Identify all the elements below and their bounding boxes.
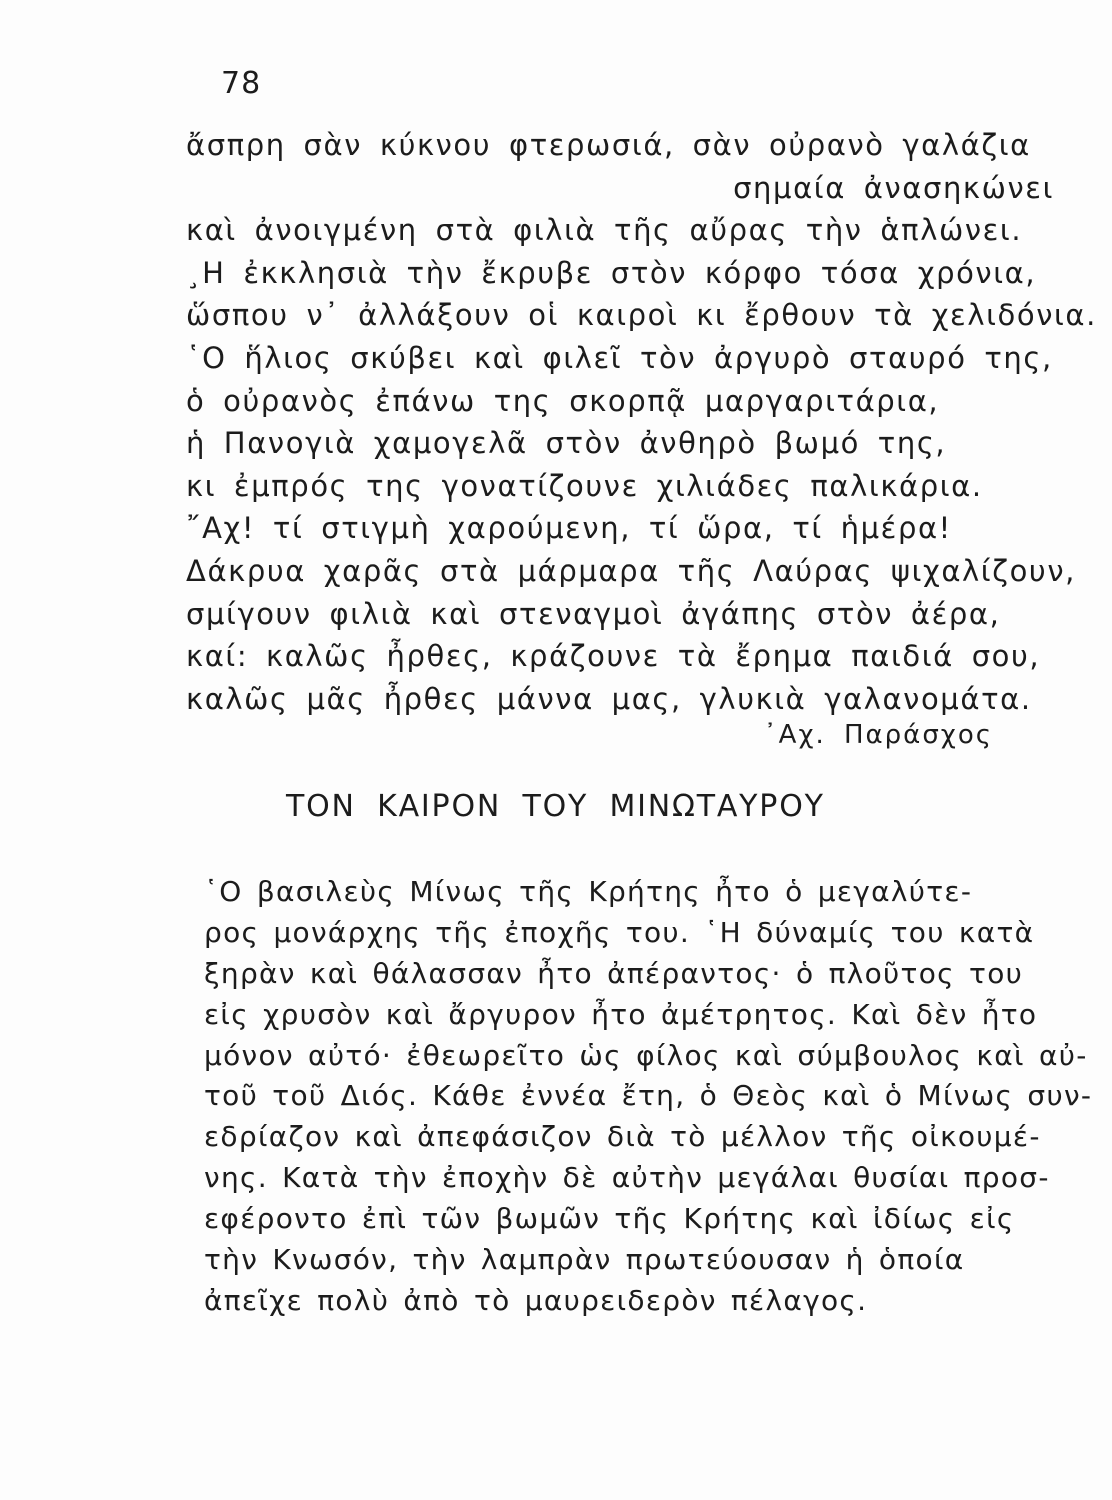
prose-line: τοῦ τοῦ Διός. Κάθε ἐννέα ἔτη, ὁ Θεὸς καὶ ὁ Μίνως συν- [204,1079,1093,1113]
prose-line: ξηρὰν καὶ θάλασσαν ἦτο ἀπέραντος· ὁ πλοῦτος του [204,956,1024,990]
prose-line: τὴν Κνωσόν, τὴν λαμπρὰν πρωτεύουσαν ἡ ὁποία [204,1243,965,1277]
prose-line: ρος μονάρχης τῆς ἐποχῆς του. ῾Η δύναμίς του κατὰ [204,915,1035,949]
prose-line: εδρίαζον καὶ ἀπεφάσιζον διὰ τὸ μέλλον τῆς οἰκουμέ- [204,1120,1041,1154]
poem-line: κι ἐμπρός της γονατίζουνε χιλιάδες παλικάρια. [186,468,983,503]
poem-line: ¸Η ἐκκλησιὰ τὴν ἔκρυβε στὸν κόρφο τόσα χρόνια, [186,255,1037,290]
poem-line: καὶ ἀνοιγμένη στὰ φιλιὰ τῆς αὔρας τὴν ἁπλώνει. [186,213,1023,248]
poem-line-continuation: σημαία ἀνασηκώνει [733,170,1054,205]
prose-line: ἀπεῖχε πολὺ ἀπὸ τὸ μαυρειδερὸν πέλαγος. [204,1283,868,1317]
poem-line: καλῶς μᾶς ἦρθες μάννα μας, γλυκιὰ γαλανομάτα. [186,681,1032,716]
prose-paragraph [204,872,1093,1322]
prose-line: εἰς χρυσὸν καὶ ἄργυρον ἦτο ἀμέτρητος. Καὶ δὲν ἦτο [204,997,1038,1031]
poem-line: Δάκρυα χαρᾶς στὰ μάρμαρα τῆς Λαύρας ψιχαλίζουν, [186,553,1076,588]
poem-line: ῾Ο ἥλιος σκύβει καὶ φιλεῖ τὸν ἀργυρὸ σταυρό της, [186,340,1053,375]
poem-line: ὥσπου ν᾽ ἀλλάξουν οἱ καιροὶ κι ἔρθουν τὰ χελιδόνια. [186,298,1097,333]
prose-line: μόνον αὐτό· ἐθεωρεῖτο ὡς φίλος καὶ σύμβουλος καὶ αὐ- [204,1038,1088,1072]
poem-line: ὁ οὐρανὸς ἐπάνω της σκορπᾷ μαργαριτάρια, [186,383,940,418]
poem-line: ἄσπρη σὰν κύκνου φτερωσιά, σὰν οὐρανὸ γαλάζια [186,128,1031,162]
poem-line: καί: καλῶς ἦρθες, κράζουνε τὰ ἔρημα παιδιά σου, [186,639,1041,674]
poem-line: ῎Αχ! τί στιγμὴ χαρούμενη, τί ὥρα, τί ἡμέρα! [186,511,952,546]
poem-line: ἡ Πανογιὰ χαμογελᾶ στὸν ἀνθηρὸ βωμό της, [186,426,947,461]
prose-line: ῾Ο βασιλεὺς Μίνως τῆς Κρήτης ἦτο ὁ μεγαλύτε- [204,875,973,908]
poem-attribution: ᾽Αχ. Παράσχος [763,720,993,750]
poem [186,124,1097,720]
section-title: ΤΟΝ ΚΑΙΡΟΝ ΤΟΥ ΜΙΝΩΤΑΥΡΟΥ [286,789,825,824]
poem-line: σμίγουν φιλιὰ καὶ στεναγμοὶ ἀγάπης στὸν ἀέρα, [186,596,1001,631]
page-number: 78 [221,66,262,101]
prose-line: νης. Κατὰ τὴν ἐποχὴν δὲ αὐτὴν μεγάλαι θυσίαι προσ- [204,1161,1050,1195]
prose-line: εφέροντο ἐπὶ τῶν βωμῶν τῆς Κρήτης καὶ ἰδίως εἰς [204,1202,1015,1236]
